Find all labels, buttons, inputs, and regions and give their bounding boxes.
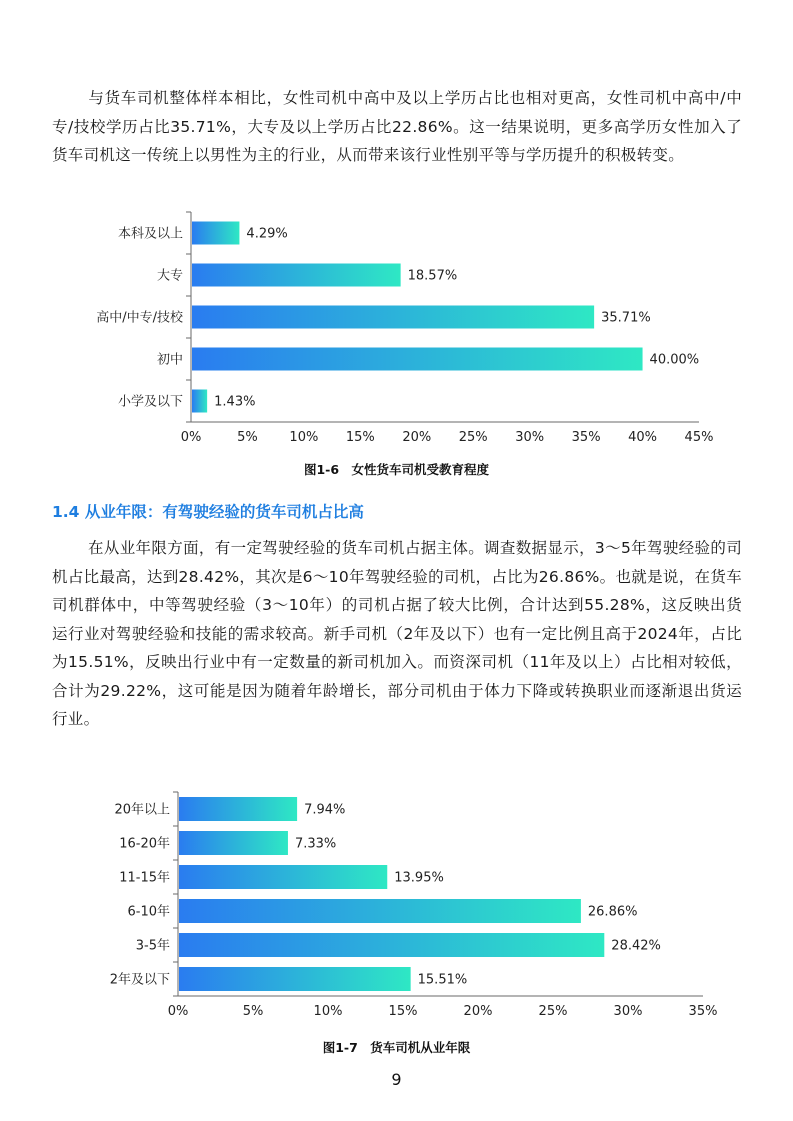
bar [179,865,387,889]
value-label: 13.95% [394,870,444,886]
x-tick-label: 15% [388,1004,418,1019]
x-tick-label: 30% [613,1004,643,1019]
category-label: 2年及以下 [109,972,170,988]
paragraph-experience [52,534,742,734]
page-number: 9 [391,1070,402,1089]
figure-caption-1-6: 图1-6 女性货车司机受教育程度 [303,462,490,477]
value-label: 35.71% [601,310,651,326]
x-tick-label: 45% [684,430,714,445]
x-tick-label: 5% [237,430,258,445]
x-tick-label: 40% [628,430,658,445]
x-tick-label: 35% [688,1004,718,1019]
category-label: 11-15年 [119,870,170,886]
category-label: 高中/中专/技校 [96,310,183,326]
category-label: 大专 [156,268,183,284]
figure-caption-1-7: 图1-7 货车司机从业年限 [322,1040,471,1055]
value-label: 1.43% [214,394,256,410]
paragraph-education [52,84,742,170]
value-label: 4.29% [246,226,288,242]
value-label: 28.42% [611,938,661,954]
bar [179,933,604,957]
x-tick-label: 20% [463,1004,493,1019]
category-label: 6-10年 [127,904,170,920]
bar [179,797,297,821]
section-heading: 1.4 从业年限：有驾驶经验的货车司机占比高 [52,503,364,521]
x-tick-label: 0% [167,1004,189,1019]
bar [179,899,581,923]
category-label: 16-20年 [119,836,170,852]
value-label: 26.86% [587,904,638,920]
x-tick-label: 5% [242,1004,264,1019]
x-tick-label: 20% [402,430,432,445]
x-tick-label: 25% [538,1004,568,1019]
bar [179,967,411,991]
value-label: 7.33% [294,836,337,852]
category-label: 20年以上 [114,802,170,818]
category-label: 初中 [156,352,183,368]
value-label: 18.57% [407,268,458,284]
paragraph-experience-text: 在从业年限方面，有一定驾驶经验的货车司机占据主体。调查数据显示，3～5年驾驶经验的司机占比最高，达到28.42%，其次是6～10年驾驶经验的司机，占比为26.86%。也就是说，在货车司机群体中，中等驾驶经验（3～10年）的司机占据了较大比例，合计达到55.28%，这反映出货运行业对驾驶经验和技能的需求较高。新手司机（2年及以下）也有一定比例且高于2024年，占比为15.51%，反映出行业中有一定数量的新司机加入。而资深司机（11年及以上）占比相对较低，合计为29.22%，这可能是因为随着年龄增长，部分司机由于体力下降或转换职业而逐渐退出货运行业。 [52,539,742,728]
chart-education [0,210,793,455]
category-label: 本科及以上 [117,226,183,242]
bar [192,348,643,371]
chart-experience [0,790,793,1035]
x-tick-label: 10% [313,1004,343,1019]
x-tick-label: 0% [180,430,202,445]
category-label: 3-5年 [135,938,170,954]
x-tick-label: 30% [515,430,545,445]
bar [192,306,594,329]
x-tick-label: 25% [458,430,488,445]
bar [192,390,207,413]
category-label: 小学及以下 [117,394,183,410]
x-tick-label: 35% [571,430,601,445]
bar [192,222,239,245]
x-tick-label: 15% [345,430,375,445]
value-label: 15.51% [417,972,468,988]
x-tick-label: 10% [289,430,319,445]
bar [179,831,288,855]
value-label: 7.94% [304,802,346,818]
value-label: 40.00% [649,352,700,368]
bar [192,264,401,287]
paragraph-education-text: 与货车司机整体样本相比，女性司机中高中及以上学历占比也相对更高，女性司机中高中/中专/技校学历占比35.71%，大专及以上学历占比22.86%。这一结果说明，更多高学历女性加入了货车司机这一传统上以男性为主的行业，从而带来该行业性别平等与学历提升的积极转变。 [52,89,742,164]
